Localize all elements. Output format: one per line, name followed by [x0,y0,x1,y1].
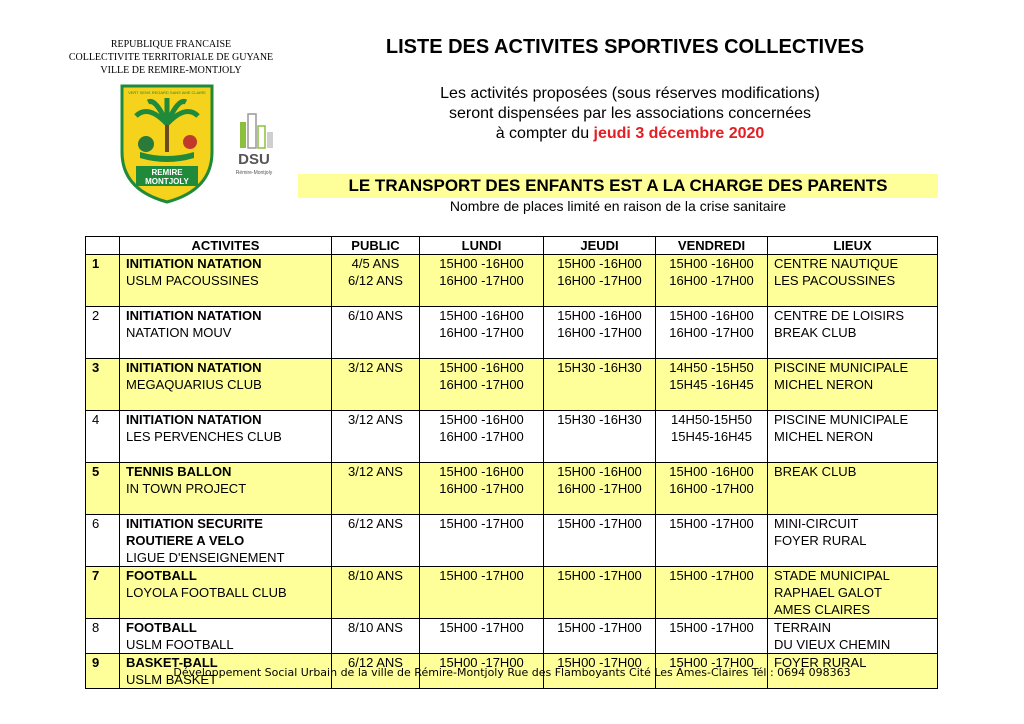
age-range: 8/10 ANS [348,620,403,635]
row-number: 8 [86,619,120,654]
time-slot: 15H00 -16H00 [557,464,642,479]
age-range: 4/5 ANS [351,256,400,271]
time-slot: 15H30 -16H30 [557,412,642,427]
vendredi-cell [656,255,768,307]
page-title: LISTE DES ACTIVITES SPORTIVES COLLECTIVES [385,36,865,58]
col-header-vendredi: VENDREDI [656,237,768,255]
jeudi-cell [544,463,656,515]
jeudi-cell [544,567,656,619]
public-cell [332,411,420,463]
venue-line: PISCINE MUNICIPALE [774,412,909,427]
club-name: MEGAQUARIUS CLUB [126,377,262,392]
time-slot: 16H00 -17H00 [669,481,754,496]
lieux-cell [768,567,938,619]
time-slot: 16H00 -17H00 [439,377,524,392]
time-slot: 15H00 -17H00 [557,655,642,670]
row-number: 5 [86,463,120,515]
city-crest-logo [118,82,216,206]
table-row [86,307,938,359]
table-row [86,255,938,307]
footer-contact: Développement Social Urbain de la ville de Rémire-Montjoly Rue des Flamboyants Cité Les Ames-Claires Tél : 0694 098363 [173,666,851,679]
lundi-cell [420,619,544,654]
activity-name: TENNIS BALLON [126,464,232,479]
activity-name: FOOTBALL [126,620,197,635]
time-slot: 15H00 -17H00 [557,516,642,531]
col-header-activites: ACTIVITES [120,237,332,255]
intro-line: Les activités proposées (sous réserves modifications) [440,85,820,102]
time-slot: 15H00 -16H00 [557,256,642,271]
activity-cell [120,463,332,515]
club-name: USLM FOOTBALL [126,637,234,652]
table-row [86,515,938,567]
activity-name: INITIATION NATATION [126,308,262,323]
age-range: 6/12 ANS [348,516,403,531]
table-header-row [86,237,938,255]
time-slot: 15H00 -16H00 [669,256,754,271]
venue-line: MICHEL NERON [774,377,874,392]
venue-line: MICHEL NERON [774,429,874,444]
time-slot: 15H00 -16H00 [669,308,754,323]
table-row [86,411,938,463]
jeudi-cell [544,515,656,567]
activity-cell [120,567,332,619]
vendredi-cell [656,411,768,463]
time-slot: 15H00 -16H00 [439,308,524,323]
age-range: 3/12 ANS [348,360,403,375]
lieux-cell [768,515,938,567]
time-slot: 15H00 -17H00 [439,620,524,635]
age-range: 6/10 ANS [348,308,403,323]
lieux-cell [768,619,938,654]
authority-line: VILLE DE REMIRE-MONTJOLY [100,65,242,76]
age-range: 6/12 ANS [348,273,403,288]
time-slot: 16H00 -17H00 [439,273,524,288]
vendredi-cell [656,619,768,654]
vendredi-cell [656,567,768,619]
club-name: LES PERVENCHES CLUB [126,429,282,444]
time-slot: 15H00 -16H00 [439,464,524,479]
time-slot: 15H30 -16H30 [557,360,642,375]
table-row [86,619,938,654]
jeudi-cell [544,255,656,307]
row-number: 3 [86,359,120,411]
lieux-cell [768,307,938,359]
activity-name: FOOTBALL [126,568,197,583]
row-number: 7 [86,567,120,619]
col-header-jeudi: JEUDI [544,237,656,255]
col-header-public: PUBLIC [332,237,420,255]
intro-line [330,124,930,144]
vendredi-cell [656,359,768,411]
jeudi-cell [544,619,656,654]
issuing-authority [60,38,282,77]
dsu-logo [226,108,282,180]
public-cell [332,307,420,359]
time-slot: 14H50 -15H50 [669,360,754,375]
time-slot: 16H00 -17H00 [439,325,524,340]
venue-line: STADE MUNICIPAL [774,568,890,583]
table-row [86,463,938,515]
venue-line: LES PACOUSSINES [774,273,896,288]
vendredi-cell [656,307,768,359]
activity-cell [120,515,332,567]
venue-line: PISCINE MUNICIPALE [774,360,909,375]
time-slot: 15H00 -16H00 [439,360,524,375]
authority-line: COLLECTIVITE TERRITORIALE DE GUYANE [68,52,274,63]
club-name: LOYOLA FOOTBALL CLUB [126,585,287,600]
time-slot: 16H00 -17H00 [669,273,754,288]
transport-notice: LE TRANSPORT DES ENFANTS EST A LA CHARGE DES PARENTS [298,174,938,198]
time-slot: 16H00 -17H00 [557,481,642,496]
activity-name: INITIATION NATATION [126,256,262,271]
activity-name: INITIATION NATATION [126,412,262,427]
row-number: 2 [86,307,120,359]
capacity-note: Nombre de places limité en raison de la crise sanitaire [449,198,787,214]
activity-cell [120,411,332,463]
venue-line: DU VIEUX CHEMIN [774,637,891,652]
activity-name-cont: ROUTIERE A VELO [126,533,245,548]
activity-name: INITIATION SECURITE [126,516,263,531]
time-slot: 14H50-15H50 [671,412,752,427]
lundi-cell [420,359,544,411]
jeudi-cell [544,307,656,359]
start-date: jeudi 3 décembre 2020 [593,125,765,142]
table-row [86,567,938,619]
time-slot: 15H00 -16H00 [669,464,754,479]
age-range: 8/10 ANS [348,568,403,583]
svg-text:DSU: DSU [238,151,270,168]
svg-text:VERT SENS REGARD SANS AME CLAI: VERT SENS REGARD SANS AME CLAIRE [128,90,206,95]
jeudi-cell [544,411,656,463]
venue-line: CENTRE NAUTIQUE [774,256,899,271]
time-slot: 15H00 -17H00 [557,620,642,635]
lieux-cell [768,255,938,307]
authority-line: REPUBLIQUE FRANCAISE [110,39,232,50]
time-slot: 15H00 -17H00 [669,516,754,531]
activity-cell [120,307,332,359]
age-range: 6/12 ANS [348,655,403,670]
time-slot: 15H00 -16H00 [557,308,642,323]
time-slot: 15H45-16H45 [671,429,752,444]
lieux-cell [768,463,938,515]
venue-line: TERRAIN [774,620,832,635]
intro-prefix: à compter du [495,125,594,142]
public-cell [332,515,420,567]
venue-line: CENTRE DE LOISIRS [774,308,905,323]
public-cell [332,567,420,619]
public-cell [332,463,420,515]
intro-text [330,84,930,144]
time-slot: 15H00 -17H00 [669,568,754,583]
time-slot: 15H00 -17H00 [439,568,524,583]
club-name: NATATION MOUV [126,325,232,340]
lundi-cell [420,255,544,307]
venue-line: AMES CLAIRES [774,602,871,617]
table-row [86,359,938,411]
venue-line: FOYER RURAL [774,655,867,670]
row-number: 4 [86,411,120,463]
venue-line: MINI-CIRCUIT [774,516,859,531]
club-name: USLM PACOUSSINES [126,273,259,288]
time-slot: 16H00 -17H00 [557,273,642,288]
activity-name: INITIATION NATATION [126,360,262,375]
activity-name: BASKET-BALL [126,655,218,670]
time-slot: 15H00 -16H00 [439,412,524,427]
lundi-cell [420,307,544,359]
public-cell [332,619,420,654]
lundi-cell [420,411,544,463]
col-header-lieux: LIEUX [768,237,938,255]
lieux-cell [768,359,938,411]
time-slot: 15H00 -17H00 [669,620,754,635]
time-slot: 15H45 -16H45 [669,377,754,392]
activity-cell [120,255,332,307]
time-slot: 16H00 -17H00 [439,481,524,496]
club-name: IN TOWN PROJECT [126,481,247,496]
venue-line: BREAK CLUB [774,325,857,340]
lundi-cell [420,515,544,567]
vendredi-cell [656,515,768,567]
activity-cell [120,619,332,654]
jeudi-cell [544,359,656,411]
time-slot: 15H00 -17H00 [669,655,754,670]
row-number: 9 [86,654,120,689]
age-range: 3/12 ANS [348,464,403,479]
svg-text:REMIRE: REMIRE [151,168,183,177]
time-slot: 16H00 -17H00 [669,325,754,340]
club-name: USLM BASKET [126,672,218,687]
time-slot: 16H00 -17H00 [439,429,524,444]
club-name: LIGUE D'ENSEIGNEMENT [126,550,285,565]
activities-table [85,236,938,689]
col-header-lundi: LUNDI [420,237,544,255]
time-slot: 15H00 -17H00 [557,568,642,583]
lundi-cell [420,463,544,515]
venue-line: BREAK CLUB [774,464,857,479]
col-header-num [86,237,120,255]
row-number: 1 [86,255,120,307]
intro-line: seront dispensées par les associations concernées [449,105,811,122]
svg-text:MONTJOLY: MONTJOLY [145,177,189,186]
time-slot: 15H00 -16H00 [439,256,524,271]
time-slot: 15H00 -17H00 [439,516,524,531]
lundi-cell [420,567,544,619]
vendredi-cell [656,463,768,515]
venue-line: FOYER RURAL [774,533,867,548]
row-number: 6 [86,515,120,567]
public-cell [332,359,420,411]
age-range: 3/12 ANS [348,412,403,427]
time-slot: 15H00 -17H00 [439,655,524,670]
activity-cell [120,359,332,411]
svg-text:Rémire-Montjoly: Rémire-Montjoly [235,170,273,176]
public-cell [332,255,420,307]
lieux-cell [768,411,938,463]
venue-line: RAPHAEL GALOT [774,585,882,600]
time-slot: 16H00 -17H00 [557,325,642,340]
